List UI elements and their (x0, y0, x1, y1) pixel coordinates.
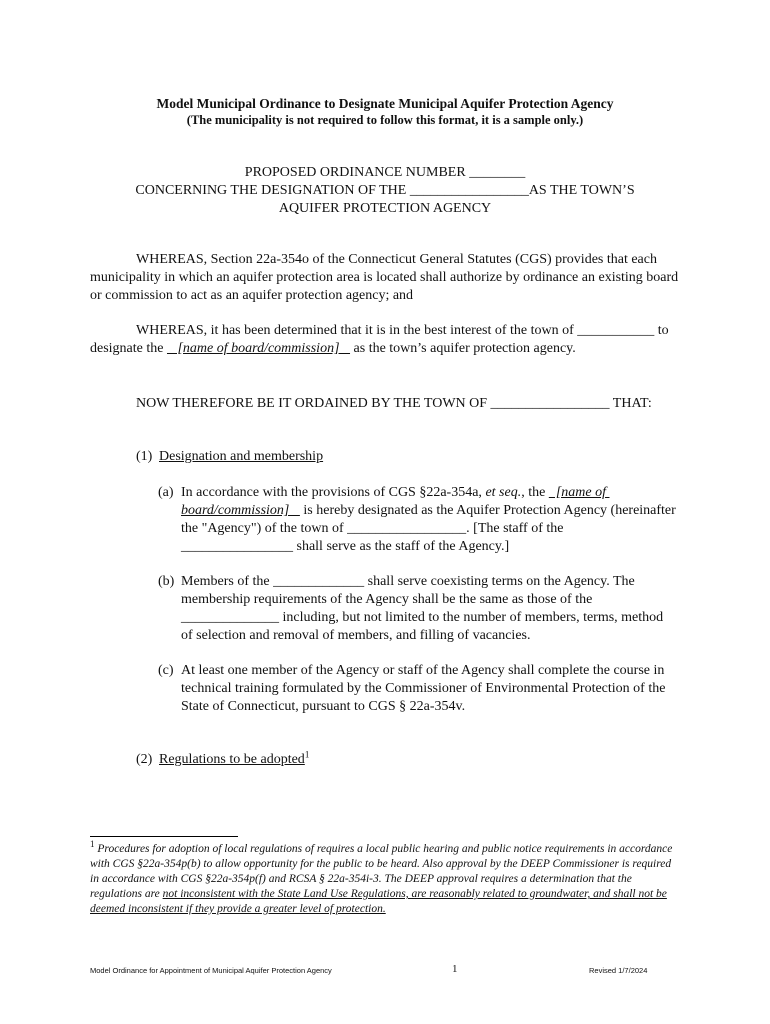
item-a-text-1: In accordance with the provisions of CGS (181, 485, 420, 500)
list-item-text: At least one member of the Agency or staff of the Agency shall complete the course in technical training formulated by the Commissioner of Environmental Protection of the State of Connecticut, pursuant to CGS § 22a-354v. (181, 663, 666, 714)
whereas-paragraph-2 (90, 322, 680, 358)
list-item (158, 662, 678, 716)
item-a-text-3: , the (521, 485, 549, 500)
board-commission-placeholder: [name of board/commission] (181, 485, 610, 518)
list-item-label: (a) (158, 485, 174, 500)
section-number: (2) (136, 752, 153, 767)
whereas2-text-before: WHEREAS, it has been determined that it is in the best interest of the town of ___________ to designate the (90, 323, 669, 356)
list-item-label: (b) (158, 574, 175, 589)
list-item-text: Members of the _____________ shall serve coexisting terms on the Agency. The membership requirements of the Agency shall be the same as those of the ______________ including, but not limited to the number of members, terms, method of selection and removal of members, and filling of vacancies. (181, 574, 664, 643)
section-number: (1) (136, 449, 153, 464)
item-a-text-4: is hereby designated as the Aquifer Protection Agency (hereinafter the "Agency") of the town of _________________. [The staff of the ________________ shall serve as the staff of the Agency.] (181, 503, 676, 554)
ordinance-heading-line2: CONCERNING THE DESIGNATION OF THE _________________AS THE TOWN’S (135, 183, 635, 198)
list-item-text (181, 484, 678, 556)
ordinance-heading-line3: AQUIFER PROTECTION AGENCY (278, 201, 492, 216)
et-seq: et seq. (485, 485, 522, 500)
list-item (158, 484, 678, 556)
revision-date: Revised 1/7/2024 (589, 966, 648, 975)
section-heading: Designation and membership (159, 449, 324, 464)
whereas-paragraph-1: WHEREAS, Section 22a-354o of the Connecticut General Statutes (CGS) provides that each municipality in which an aquifer protection area is located shall authorize by ordinance an existing board or commission to act as an aquifer protection agency; and (90, 252, 679, 303)
document-subtitle: (The municipality is not required to follow this format, it is a sample only.) (186, 113, 584, 127)
document-title: Model Municipal Ordinance to Designate Municipal Aquifer Protection Agency (156, 96, 614, 111)
footnote-divider (90, 836, 238, 837)
ordinance-heading (0, 164, 770, 218)
footnote-reference[interactable]: 1 (304, 749, 310, 760)
footnote-marker: 1 (90, 839, 95, 850)
footnote (90, 839, 680, 917)
ordinance-heading-line1: PROPOSED ORDINANCE NUMBER ________ (244, 165, 526, 180)
section-regulations (136, 751, 309, 769)
section-designation (136, 448, 323, 466)
list-item-label: (c) (158, 663, 174, 678)
footnote-underlined-text: not inconsistent with the State Land Use Regulations, are reasonably related to groundwater, and shall not be deemed inconsistent if they provide a greater level of protection. (90, 888, 667, 915)
page-number: 1 (452, 963, 458, 975)
footnote-text: Procedures for adoption of local regulations of requires a local public hearing and public notice requirements in accordance with CGS §22a-354p(b) to allow opportunity for the public to be heard. Also approval by the DEEP Commissioner is required in accordance with CGS §22a-354p(f) and RCSA § 22a-354i-3. The DEEP approval requires a determination that the regulations are (90, 843, 673, 900)
ordained-paragraph: NOW THEREFORE BE IT ORDAINED BY THE TOWN OF _________________ THAT: (136, 396, 652, 411)
list-item (158, 573, 678, 645)
whereas2-text-after: as the town’s aquifer protection agency. (350, 341, 576, 356)
footer-title: Model Ordinance for Appointment of Municipal Aquifer Protection Agency (90, 966, 332, 975)
item-a-text-2: §22a-354a, (419, 485, 486, 500)
board-commission-placeholder: [name of board/commission] (166, 341, 351, 356)
section-heading: Regulations to be adopted (159, 752, 305, 767)
